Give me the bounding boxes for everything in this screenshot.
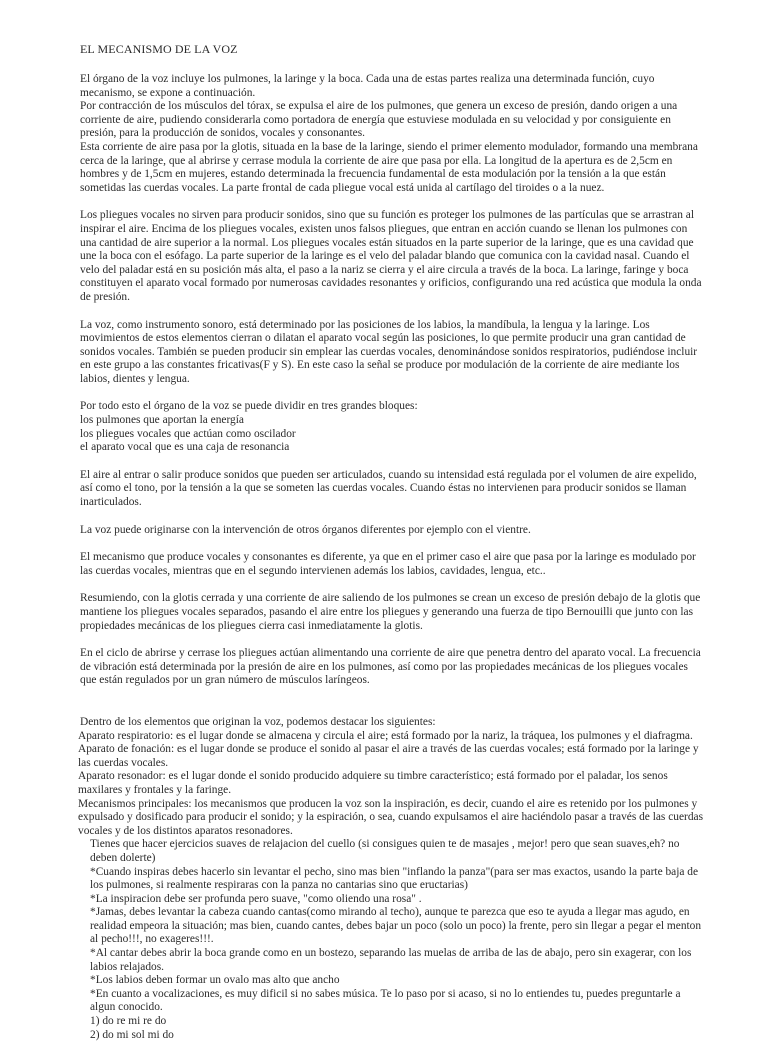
list-item: Aparato respiratorio: es el lugar donde se almacena y circula el aire; está formado por la nariz, la tráquea, los pulmones y el diafragma. [78,729,693,742]
tips-list [90,838,706,1042]
paragraph-other-organs: La voz puede originarse con la intervención de otros órganos diferentes por ejemplo con el vientre. [80,523,531,536]
list-item: los pliegues vocales que actúan como oscilador [80,427,296,440]
blocks-list [80,400,706,454]
list-item: Mecanismos principales: los mecanismos que producen la voz son la inspiración, es decir, cuando el aire es retenido por los pulmones y expulsado y dosificado para producir el sonido; y la espiración, o sea, cuando expulsamos el aire haciéndolo pasar a través de las cuerdas vocales y de los distintos aparatos resonadores. [78,797,703,837]
paragraph-summary: Resumiendo, con la glotis cerrada y una corriente de aire saliendo de los pulmones se crean un exceso de presión debajo de la glotis que mantiene los pliegues vocales separados, pasando el aire entre los pliegues y generando una fuerza de tipo Bernouilli que junto con las propiedades mecánicas de los pliegues cierra casi inmediatamente la glotis. [80,592,701,632]
tip-item: *Cuando inspiras debes hacerlo sin levantar el pecho, sino mas bien "inflando la panza"(para ser mas exactos, usando la parte baja de los pulmones, si realmente respiraras con la panza no cantarias sino que eructarias) [90,865,699,892]
tip-item: Tienes que hacer ejercicios suaves de relajacion del cuello (si consigues quien te de masajes , mejor! pero que sean suaves,eh? no deben dolerte) [90,838,680,864]
paragraph-thorax: Por contracción de los músculos del tórax, se expulsa el aire de los pulmones, que genera un exceso de presión, dando origen a una corriente de aire, pudiendo considerarla como portadora de energía que estuviese modulada en su velocidad y por consiguiente en presión, para la producción de sonidos, vocales y consonantes. [80,100,678,140]
paragraph-vowels-consonants: El mecanismo que produce vocales y consonantes es diferente, ya que en el primer caso el aire que pasa por la laringe es modulado por las cuerdas vocales, mientras que en el segundo intervienen además los labios, cavidades, lengua, etc.. [80,551,696,577]
scale-item: 1) do re mi re do [90,1015,167,1028]
list-item: Aparato resonador: es el lugar donde el sonido producido adquiere su timbre característico; está formado por el paladar, los senos maxilares y frontales y la faringe. [78,770,668,796]
paragraph-articulated: El aire al entrar o salir produce sonidos que pueden ser articulados, cuando su intensidad está regulada por el volumen de aire expelido, así como el tono, por la tensión a la que se someten las cuerdas vocales. Cuando éstas no intervienen para producir sonidos se llaman inarticulados. [80,468,697,509]
tip-item: *Jamas, debes levantar la cabeza cuando cantas(como mirando al techo), aunque te parezca que eso te ayuda a llegar mas agudo, en realidad empeora la situación; mas bien, cuando cantes, debes bajar un poco (solo un poco) la frente, pero sin llegar a pegar el menton al pecho!!!, no exageres!!!. [90,906,702,946]
tip-item: *La inspiracion debe ser profunda pero suave, "como oliendo una rosa" . [90,892,422,905]
list-item: los pulmones que aportan la energía [80,414,244,427]
blocks-list-intro: Por todo esto el órgano de la voz se puede dividir en tres grandes bloques: [80,400,418,413]
intro-paragraphs [80,73,706,195]
list-item: Aparato de fonación: es el lugar donde se produce el sonido al pasar el aire a través de las cuerdas vocales; está formado por la laringe y las cuerdas vocales. [78,743,699,769]
elements-section [78,716,706,838]
tip-item: *Al cantar debes abrir la boca grande como en un bostezo, separando las muelas de arriba de las de abajo, pero sin exagerar, con los labios relajados. [90,947,692,973]
paragraph-organs: El órgano de la voz incluye los pulmones, la laringe y la boca. Cada una de estas partes realiza una determinada función, cuyo mecanismo, se expone a continuación. [80,73,655,99]
paragraph-cycle: En el ciclo de abrirse y cerrase los pliegues actúan alimentando una corriente de aire que penetra dentro del aparato vocal. La frecuencia de vibración está determinada por la presión de aire en los pulmones, así como por las propiedades mecánicas de los pliegues vocales que están regulados por un gran número de músculos laríngeos. [80,647,701,687]
paragraph-glottis: Esta corriente de aire pasa por la glotis, situada en la base de la laringe, siendo el primer elemento modulador, formando una membrana cerca de la laringe, que al abrirse y cerrase modula la corriente de aire que pasa por ella. La longitud de la apertura es de 2,5cm en hombres y de 1,5cm en mujeres, estando determinada la frecuencia fundamental de esta modulación por la tensión a la que están sometidas las cuerdas vocales. La parte frontal de cada pliegue vocal está unida al cartílago del tiroides o a la nuez. [80,140,698,194]
tip-item: *Los labios deben formar un ovalo mas alto que ancho [90,974,340,987]
paragraph-vocal-folds: Los pliegues vocales no sirven para producir sonidos, sino que su función es proteger los pulmones de las partículas que se arrastran al inspirar el aire. Encima de los pliegues vocales, existen unos falsos pliegues, que entran en acción cuando se llenan los pulmones con una cantidad de aire superior a la normal. Los pliegues vocales están situados en la parte superior de la laringe, que es una cavidad que une la boca con el esófago. La parte superior de la laringe es el velo del paladar blando que comunica con la cavidad nasal. Cuando el velo del paladar está en su posición más alta, el paso a la nariz se cierra y el aire circula a través de la boca. La laringe, faringe y boca constituyen el aparato vocal formado por numerosas cavidades resonantes y orificios, configurando una red acústica que modula la onda de presión. [80,209,702,303]
paragraph-instrument: La voz, como instrumento sonoro, está determinado por las posiciones de los labios, la mandíbula, la lengua y la laringe. Los movimientos de estos elementos cierran o dilatan el aparato vocal según las posiciones, lo que permite producir una gran cantidad de sonidos vocales. También se pueden producir sin emplear las cuerdas vocales, denominándose sonidos respiratorios, pudiéndose incluir en este grupo a las constantes fricativas(F y S). En este caso la señal se produce por modulación de la corriente de aire mediante los labios, dientes y lengua. [80,318,698,385]
spacer [80,702,706,716]
document-title: EL MECANISMO DE LA VOZ [80,42,238,56]
tip-item: *En cuanto a vocalizaciones, es muy dificil si no sabes música. Te lo paso por si acaso, si no lo entiendes tu, puedes preguntarle a algun conocido. [90,987,681,1014]
elements-intro: Dentro de los elementos que originan la voz, podemos destacar los siguientes: [80,715,436,728]
list-item: el aparato vocal que es una caja de resonancia [80,441,290,454]
scale-item: 2) do mi sol mi do [90,1028,174,1041]
